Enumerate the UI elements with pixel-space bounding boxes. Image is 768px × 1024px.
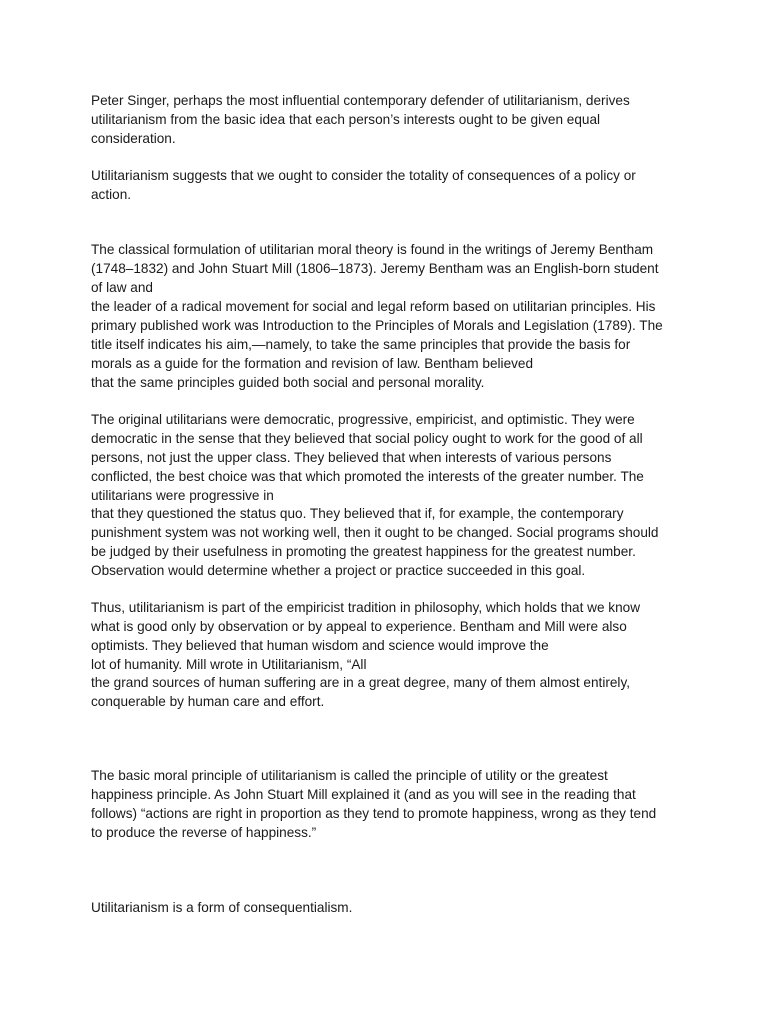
paragraph-4-line-1: The original utilitarians were democratic, progressive, empiricist, and optimistic. They were xyxy=(91,412,635,427)
paragraph-4-line-3: persons, not just the upper class. They believed that when interests of various persons xyxy=(91,450,612,465)
paragraph-5-line-3: optimists. They believed that human wisdom and science would improve the xyxy=(91,638,549,653)
paragraph-2-line-1: Utilitarianism suggests that we ought to consider the totality of consequences of a policy or xyxy=(91,168,636,183)
paragraph-5-line-5: the grand sources of human suffering are in a great degree, many of them almost entirely, xyxy=(91,675,631,690)
paragraph-4-line-7: punishment system was not working well, then it ought to be changed. Social programs should xyxy=(91,525,659,540)
paragraph-1-line-3: consideration. xyxy=(91,131,176,146)
paragraph-6-line-4: to produce the reverse of happiness.” xyxy=(91,825,317,840)
paragraph-4-line-5: utilitarians were progressive in xyxy=(91,488,274,503)
paragraph-3-line-7: morals as a guide for the formation and revision of law. Bentham believed xyxy=(91,356,534,371)
paragraph-4-line-6: that they questioned the status quo. They believed that if, for example, the contemporary xyxy=(91,506,624,521)
paragraph-2-line-2: action. xyxy=(91,187,132,202)
paragraph-3-line-4: the leader of a radical movement for social and legal reform based on utilitarian principles. His xyxy=(91,299,656,314)
paragraph-1-line-2: utilitarianism from the basic idea that each person’s interests ought to be given equal xyxy=(91,112,601,127)
paragraph-5-line-2: what is good only by observation or by appeal to experience. Bentham and Mill were also xyxy=(91,619,627,634)
paragraph-6-line-2: happiness principle. As John Stuart Mill explained it (and as you will see in the reading that xyxy=(91,787,636,802)
paragraph-6-line-3: follows) “actions are right in proportion as they tend to promote happiness, wrong as they tend xyxy=(91,806,657,821)
paragraph-3-line-2: (1748–1832) and John Stuart Mill (1806–1873). Jeremy Bentham was an English-born student xyxy=(91,261,659,276)
paragraph-3-line-8: that the same principles guided both social and personal morality. xyxy=(91,375,485,390)
paragraph-4-line-8: be judged by their usefulness in promoting the greatest happiness for the greatest number. xyxy=(91,544,636,559)
paragraph-4-line-2: democratic in the sense that they believed that social policy ought to work for the good of all xyxy=(91,431,643,446)
paragraph-4-line-4: conflicted, the best choice was that which promoted the interests of the greater number. The xyxy=(91,469,644,484)
paragraph-3-line-6: title itself indicates his aim,—namely, to take the same principles that provide the basis for xyxy=(91,337,631,352)
paragraph-5-line-4: lot of humanity. Mill wrote in Utilitarianism, “All xyxy=(91,657,367,672)
paragraph-7-line-1: Utilitarianism is a form of consequentialism. xyxy=(91,900,353,915)
paragraph-3-line-5: primary published work was Introduction to the Principles of Morals and Legislation (1789). The xyxy=(91,318,663,333)
paragraph-4-line-9: Observation would determine whether a project or practice succeeded in this goal. xyxy=(91,563,586,578)
paragraph-5-line-6: conquerable by human care and effort. xyxy=(91,694,325,709)
paragraph-3-line-1: The classical formulation of utilitarian moral theory is found in the writings of Jeremy Bentham xyxy=(91,242,654,257)
paragraph-6-line-1: The basic moral principle of utilitarianism is called the principle of utility or the greatest xyxy=(91,768,608,783)
paragraph-5-line-1: Thus, utilitarianism is part of the empiricist tradition in philosophy, which holds that we know xyxy=(91,600,641,615)
paragraph-3-line-3: of law and xyxy=(91,280,153,295)
paragraph-1-line-1: Peter Singer, perhaps the most influential contemporary defender of utilitarianism, derives xyxy=(91,93,630,108)
